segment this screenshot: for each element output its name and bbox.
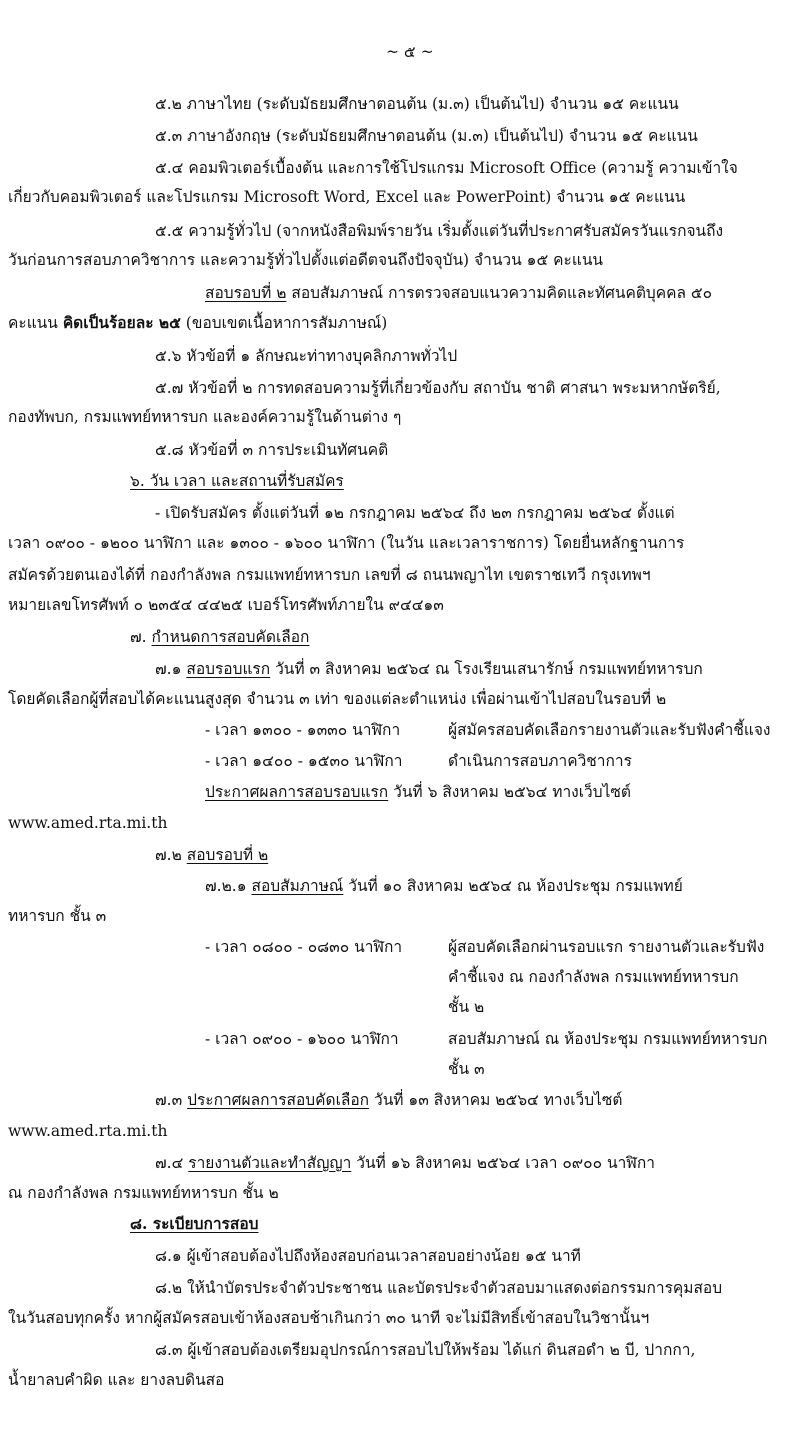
section-7-heading	[130, 627, 309, 647]
schedule-3-desc-line1: ผู้สอบคัดเลือกผ่านรอบแรก รายงานตัวและรับฟัง	[448, 938, 765, 956]
item-5-3: ๕.๓ ภาษาอังกฤษ (ระดับมัธยมศึกษาตอนต้น (ม.๓) เป็นต้นไป) จำนวน ๑๕ คะแนน	[155, 127, 698, 145]
item-5-7-line2: กองทัพบก, กรมแพทย์ทหารบก และองค์ความรู้ในด้านต่าง ๆ	[8, 408, 402, 426]
item-7-3-number: ๗.๓	[155, 1091, 188, 1109]
schedule-4-desc-line2: ชั้น ๓	[448, 1060, 485, 1078]
section-7-number: ๗.	[130, 628, 152, 646]
item-7-2-number: ๗.๒	[155, 846, 187, 864]
item-5-4-line1: ๕.๔ คอมพิวเตอร์เบื้องต้น และการใช้โปรแกรม Microsoft Office (ความรู้ ความเข้าใจ	[155, 159, 738, 177]
item-8-3-line2: น้ำยาลบคำผิด และ ยางลบดินสอ	[8, 1371, 225, 1389]
item-7-2-1-title: สอบสัมภาษณ์	[251, 877, 344, 895]
round2-scope: (ขอบเขตเนื้อหาการสัมภาษณ์)	[180, 314, 388, 332]
result1-website: www.amed.rta.mi.th	[8, 814, 168, 832]
item-7-4-line1	[155, 1153, 655, 1173]
schedule-4-time: - เวลา ๐๙๐๐ - ๑๖๐๐ นาฬิกา	[205, 1030, 399, 1048]
schedule-3-time: - เวลา ๐๘๐๐ - ๐๘๓๐ นาฬิกา	[205, 938, 403, 956]
item-7-1-desc: วันที่ ๓ สิงหาคม ๒๕๖๔ ณ โรงเรียนเสนารักษ์ กรมแพทย์ทหารบก	[270, 660, 703, 678]
item-5-5-line1: ๕.๕ ความรู้ทั่วไป (จากหนังสือพิมพ์รายวัน เริ่มตั้งแต่วันที่ประกาศรับสมัครวันแรกจนถึง	[155, 222, 724, 240]
item-7-4-desc: วันที่ ๑๖ สิงหาคม ๒๕๖๔ เวลา ๐๙๐๐ นาฬิกา	[351, 1154, 655, 1172]
section-6-line3: สมัครด้วยตนเองได้ที่ กองกำลังพล กรมแพทย์ทหารบก เลขที่ ๘ ถนนพญาไท เขตราชเทวี กรุงเทพฯ	[8, 566, 651, 584]
schedule-2-time: - เวลา ๑๔๐๐ - ๑๕๓๐ นาฬิกา	[205, 752, 403, 770]
item-5-8: ๕.๘ หัวข้อที่ ๓ การประเมินทัศนคติ	[155, 441, 389, 459]
schedule-3-desc-line2: คำชี้แจง ณ กองกำลังพล กรมแพทย์ทหารบก	[448, 968, 739, 986]
schedule-4-desc-line1: สอบสัมภาษณ์ ณ ห้องประชุม กรมแพทย์ทหารบก	[448, 1030, 768, 1048]
schedule-1-time: - เวลา ๑๓๐๐ - ๑๓๓๐ นาฬิกา	[205, 721, 401, 739]
round2-title: สอบรอบที่ ๒	[205, 284, 287, 302]
item-7-1-line1	[155, 659, 703, 679]
section-6-line4: หมายเลขโทรศัพท์ ๐ ๒๓๕๔ ๔๔๒๕ เบอร์โทรศัพท์ภายใน ๙๔๔๑๓	[8, 596, 444, 614]
item-5-7-line1: ๕.๗ หัวข้อที่ ๒ การทดสอบความรู้ที่เกี่ยวข้องกับ สถาบัน ชาติ ศาสนา พระมหากษัตริย์,	[155, 379, 721, 397]
schedule-3-desc-line3: ชั้น ๒	[448, 998, 485, 1016]
item-7-3-website: www.amed.rta.mi.th	[8, 1122, 168, 1140]
item-7-2-1-desc: วันที่ ๑๐ สิงหาคม ๒๕๖๔ ณ ห้องประชุม กรมแพทย์	[343, 877, 683, 895]
section-6-line2: เวลา ๐๙๐๐ - ๑๒๐๐ นาฬิกา และ ๑๓๐๐ - ๑๖๐๐ นาฬิกา (ในวัน และเวลาราชการ) โดยยื่นหลักฐานการ	[8, 534, 685, 552]
round2-line2	[8, 313, 387, 333]
item-7-2	[155, 845, 268, 865]
schedule-1-desc: ผู้สมัครสอบคัดเลือกรายงานตัวและรับฟังคำชี้แจง	[448, 721, 771, 739]
section-8-heading: ๘. ระเบียบการสอบ	[130, 1214, 259, 1233]
round2-line1	[205, 283, 712, 303]
item-5-2: ๕.๒ ภาษาไทย (ระดับมัธยมศึกษาตอนต้น (ม.๓) เป็นต้นไป) จำนวน ๑๕ คะแนน	[155, 95, 679, 113]
schedule-2-desc: ดำเนินการสอบภาควิชาการ	[448, 752, 632, 770]
item-7-4-line2: ณ กองกำลังพล กรมแพทย์ทหารบก ชั้น ๒	[8, 1184, 279, 1202]
item-7-2-1-line2: ทหารบก ชั้น ๓	[8, 907, 107, 925]
round2-desc: สอบสัมภาษณ์ การตรวจสอบแนวความคิดและทัศนคติบุคคล ๕๐	[286, 284, 713, 302]
item-7-1-line2: โดยคัดเลือกผู้ที่สอบได้คะแนนสูงสุด จำนวน ๓ เท่า ของแต่ละตำแหน่ง เพื่อผ่านเข้าไปสอบในรอบที่ ๒	[8, 690, 667, 708]
section-7-title: กำหนดการสอบคัดเลือก	[151, 628, 310, 646]
round2-percent: คิดเป็นร้อยละ ๒๕	[62, 313, 181, 332]
item-5-6: ๕.๖ หัวข้อที่ ๑ ลักษณะท่าทางบุคลิกภาพทั่วไป	[155, 347, 458, 365]
section-6-line1: - เปิดรับสมัคร ตั้งแต่วันที่ ๑๒ กรกฎาคม ๒๕๖๔ ถึง ๒๓ กรกฎาคม ๒๕๖๔ ตั้งแต่	[155, 504, 675, 522]
item-8-2-line1: ๘.๒ ให้นำบัตรประจำตัวประชาชน และบัตรประจำตัวสอบมาแสดงต่อกรรมการคุมสอบ	[155, 1279, 723, 1297]
item-7-2-1-number: ๗.๒.๑	[205, 877, 252, 895]
item-7-1-number: ๗.๑	[155, 660, 187, 678]
result1-desc: วันที่ ๖ สิงหาคม ๒๕๖๔ ทางเว็บไซต์	[388, 783, 631, 801]
page-number: ~ ๕ ~	[386, 43, 434, 61]
item-7-2-title: สอบรอบที่ ๒	[186, 846, 269, 864]
section-6-heading: ๖. วัน เวลา และสถานที่รับสมัคร	[130, 472, 344, 490]
item-7-4-number: ๗.๔	[155, 1154, 189, 1172]
item-5-4-line2: เกี่ยวกับคอมพิวเตอร์ และโปรแกรม Microsoft Word, Excel และ PowerPoint) จำนวน ๑๕ คะแนน	[8, 188, 686, 206]
round2-score: คะแนน	[8, 314, 63, 332]
item-7-4-title: รายงานตัวและทำสัญญา	[188, 1154, 352, 1172]
item-5-5-line2: วันก่อนการสอบภาควิชาการ และความรู้ทั่วไปตั้งแต่อดีตจนถึงปัจจุบัน) จำนวน ๑๕ คะแนน	[8, 251, 604, 269]
item-7-3-line1	[155, 1090, 622, 1110]
item-8-1: ๘.๑ ผู้เข้าสอบต้องไปถึงห้องสอบก่อนเวลาสอบอย่างน้อย ๑๕ นาที	[155, 1247, 581, 1265]
item-8-3-line1: ๘.๓ ผู้เข้าสอบต้องเตรียมอุปกรณ์การสอบไปให้พร้อม ได้แก่ ดินสอดำ ๒ บี, ปากกา,	[155, 1341, 696, 1359]
item-7-3-title: ประกาศผลการสอบคัดเลือก	[187, 1091, 370, 1109]
item-7-2-1-line1	[205, 876, 683, 896]
result1-title: ประกาศผลการสอบรอบแรก	[205, 783, 389, 801]
item-7-1-title: สอบรอบแรก	[186, 660, 271, 678]
item-7-3-desc: วันที่ ๑๓ สิงหาคม ๒๕๖๔ ทางเว็บไซต์	[369, 1091, 623, 1109]
result1-line1	[205, 782, 631, 802]
item-8-2-line2: ในวันสอบทุกครั้ง หากผู้สมัครสอบเข้าห้องสอบช้าเกินกว่า ๓๐ นาที จะไม่มีสิทธิ์เข้าสอบในวิชานั้นฯ	[8, 1309, 650, 1327]
